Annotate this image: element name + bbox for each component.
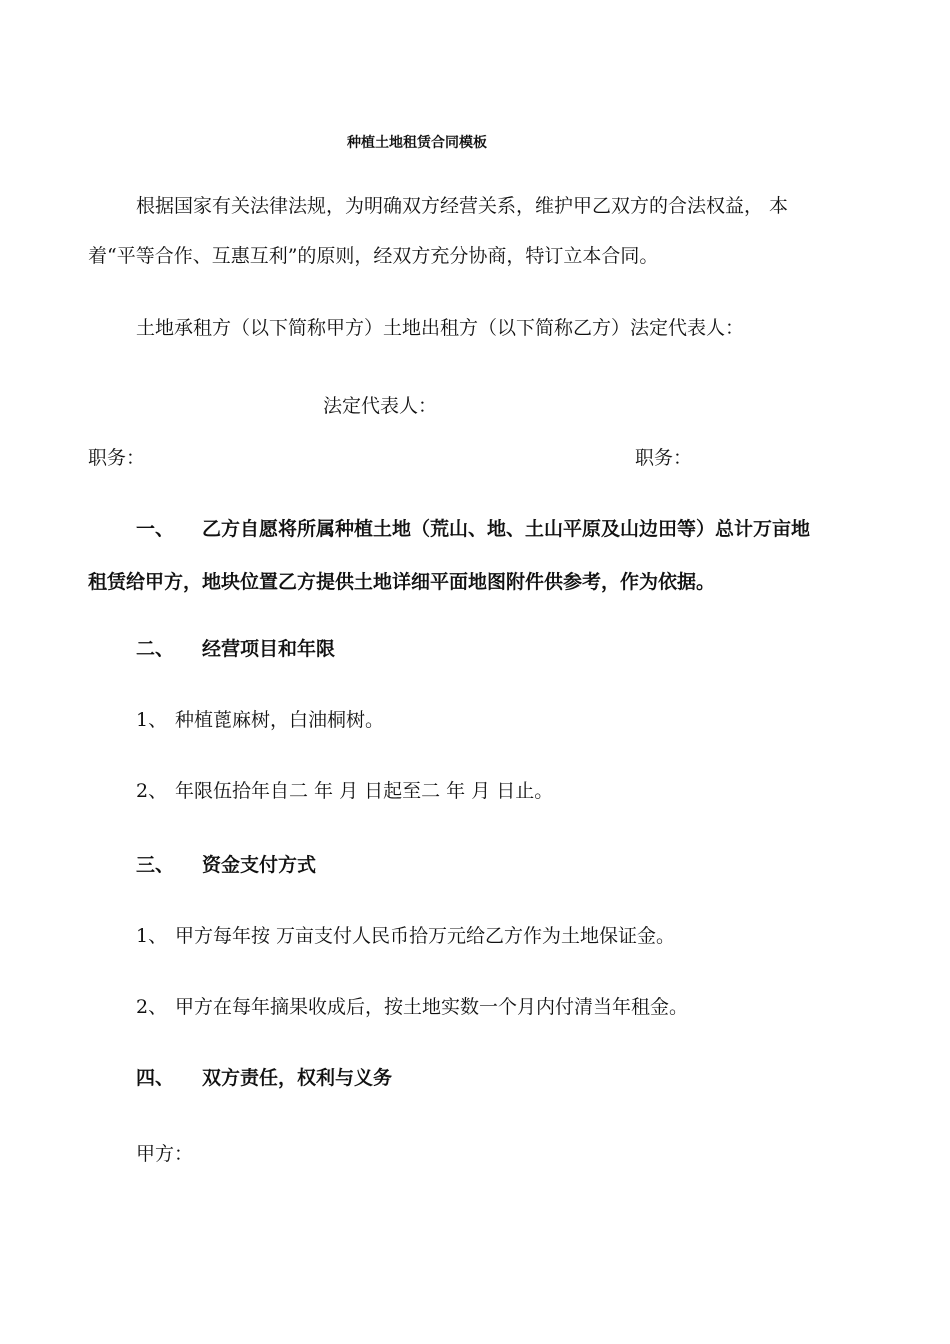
section3-heading: 资金支付方式: [202, 854, 317, 876]
section2-item1-text: 种植蓖麻树，白油桐树。: [175, 709, 385, 731]
section4-number: 四、: [136, 1067, 175, 1089]
legal-rep-label: 法定代表人：: [323, 395, 438, 417]
section4-heading: 双方责任，权利与义务: [202, 1067, 393, 1089]
intro-line-1: 根据国家有关法律法规，为明确双方经营关系，维护甲乙双方的合法权益， 本: [136, 195, 789, 217]
section2-number: 二、: [136, 638, 175, 660]
document-title: 种植土地租赁合同模板: [347, 135, 487, 151]
party-a-label: 甲方：: [136, 1143, 194, 1165]
section2-item2-number: 2、: [136, 780, 168, 802]
parties-line: 土地承租方（以下简称甲方）土地出租方（以下简称乙方）法定代表人：: [136, 317, 745, 339]
intro-line-2: 着“平等合作、互惠互利”的原则，经双方充分协商，特订立本合同。: [88, 245, 659, 267]
position-left-label: 职务：: [88, 447, 146, 469]
section3-item2-number: 2、: [136, 996, 168, 1018]
section1-line-2: 租赁给甲方，地块位置乙方提供土地详细平面地图附件供参考，作为依据。: [88, 571, 716, 593]
position-right-label: 职务：: [635, 447, 693, 469]
section2-item1-number: 1、: [136, 709, 168, 731]
section3-item1-text: 甲方每年按 万亩支付人民币拾万元给乙方作为土地保证金。: [175, 925, 676, 947]
section1-number: 一、: [136, 518, 175, 540]
section2-heading: 经营项目和年限: [202, 638, 336, 660]
section3-number: 三、: [136, 854, 175, 876]
section3-item1-number: 1、: [136, 925, 168, 947]
section3-item2-text: 甲方在每年摘果收成后，按土地实数一个月内付清当年租金。: [175, 996, 689, 1018]
section2-item2-text: 年限伍拾年自二 年 月 日起至二 年 月 日止。: [175, 780, 554, 802]
section1-line-1: 乙方自愿将所属种植土地（荒山、地、土山平原及山边田等）总计万亩地: [202, 518, 811, 540]
